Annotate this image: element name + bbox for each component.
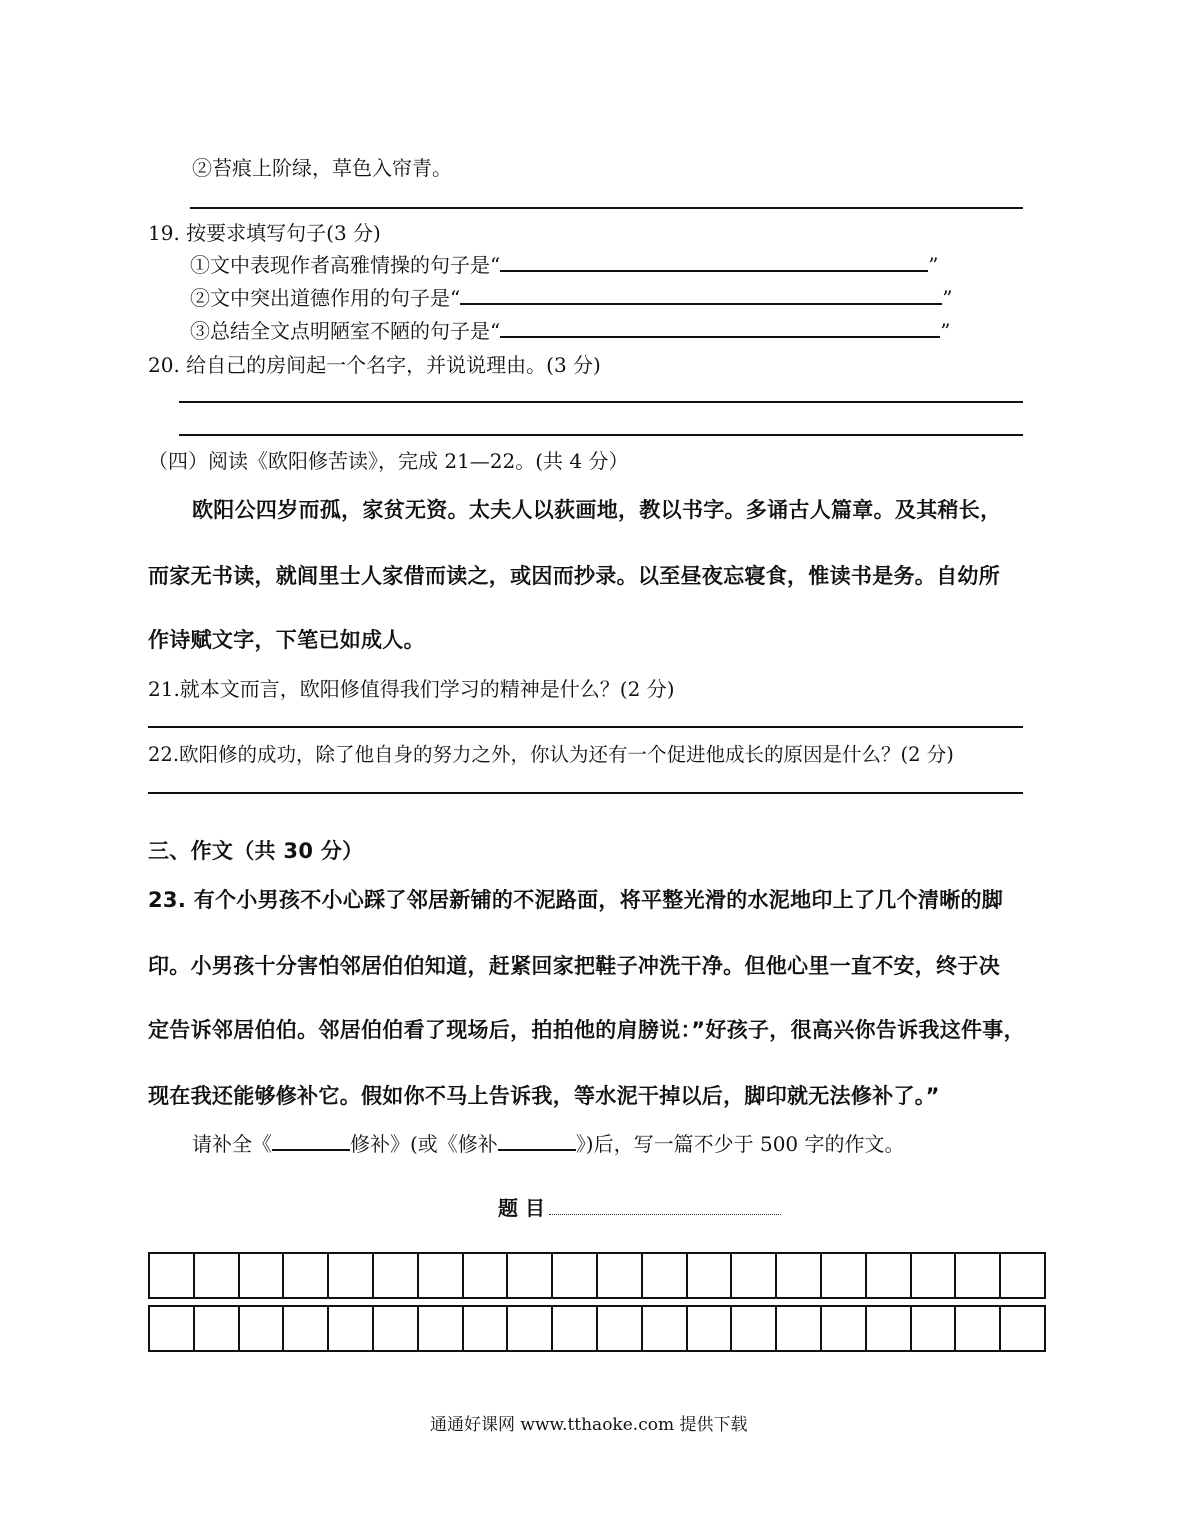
q22-title: 22.欧阳修的成功，除了他自身的努力之外，你认为还有一个促进他成长的原因是什么？(2 分) [148,743,954,766]
q21-title: 21.就本文而言，欧阳修值得我们学习的精神是什么？(2 分) [148,677,675,701]
grid-cell[interactable] [150,1254,195,1297]
q19-item-3-prefix: ③总结全文点明陋室不陋的句子是“ [190,319,501,343]
composition-prompt [192,1128,905,1157]
q19-item-3-suffix: ” [940,319,951,343]
grid-cell[interactable] [643,1307,688,1350]
grid-cell[interactable] [732,1254,777,1297]
prompt-part-b: 修补》(或《修补 [350,1132,498,1156]
q19-title: 19. 按要求填写句子(3 分) [148,221,381,245]
q19-item-1-suffix: ” [928,253,939,277]
q23-line-2: 印。小男孩十分害怕邻居伯伯知道，赶紧回家把鞋子冲洗干净。但他心里一直不安，终于决 [148,954,1000,978]
grid-cell[interactable] [867,1307,912,1350]
grid-cell[interactable] [553,1254,598,1297]
essay-title-field[interactable] [549,1192,781,1215]
q19-item-2-suffix: ” [942,286,953,310]
grid-cell[interactable] [688,1307,733,1350]
grid-cell[interactable] [822,1254,867,1297]
grid-cell[interactable] [284,1254,329,1297]
section4-heading: （四）阅读《欧阳修苦读》，完成 21—22。(共 4 分） [148,449,629,473]
prompt-part-a: 请补全《 [192,1132,272,1156]
passage-line-1: 欧阳公四岁而孤，家贫无资。太夫人以荻画地，教以书字。多诵古人篇章。及其稍长， [192,498,1002,522]
grid-cell[interactable] [508,1307,553,1350]
title-blank-1[interactable] [272,1131,350,1151]
grid-cell[interactable] [598,1307,643,1350]
passage-line-2: 而家无书读，就闾里士人家借而读之，或因而抄录。以至昼夜忘寝食，惟读书是务。自幼所 [148,564,1000,588]
grid-cell[interactable] [419,1254,464,1297]
grid-cell[interactable] [329,1307,374,1350]
section3-heading: 三、作文（共 30 分） [148,839,364,863]
prompt-part-c: 》)后，写一篇不少于 500 字的作文。 [575,1132,905,1156]
grid-cell[interactable] [777,1254,822,1297]
q23-line-3: 定告诉邻居伯伯。邻居伯伯看了现场后，拍拍他的肩膀说：”好孩子，很高兴你告诉我这件事， [148,1018,1025,1042]
grid-cell[interactable] [1001,1307,1044,1350]
title-blank-2[interactable] [498,1131,576,1151]
essay-title-row [498,1192,781,1221]
grid-cell[interactable] [329,1254,374,1297]
footer-download-note: 通通好课网 www.tthaoke.com 提供下载 [430,1415,748,1435]
grid-cell[interactable] [419,1307,464,1350]
grid-cell[interactable] [643,1254,688,1297]
grid-cell[interactable] [240,1307,285,1350]
grid-cell[interactable] [688,1254,733,1297]
answer-line[interactable] [148,792,1023,794]
q20-title: 20. 给自己的房间起一个名字，并说说理由。(3 分) [148,353,601,377]
q19-item-2 [190,282,952,311]
writing-grid-row-1 [148,1252,1046,1299]
writing-grid-row-2 [148,1305,1046,1352]
grid-cell[interactable] [284,1307,329,1350]
q19-item-1 [190,249,938,278]
grid-cell[interactable] [150,1307,195,1350]
grid-cell[interactable] [508,1254,553,1297]
grid-cell[interactable] [464,1254,509,1297]
q23-line-4: 现在我还能够修补它。假如你不马上告诉我，等水泥干掉以后，脚印就无法修补了。” [148,1084,940,1108]
grid-cell[interactable] [867,1254,912,1297]
grid-cell[interactable] [777,1307,822,1350]
grid-cell[interactable] [1001,1254,1044,1297]
q19-item-1-prefix: ①文中表现作者高雅情操的句子是“ [190,253,501,277]
answer-line[interactable] [179,401,1023,403]
fill-blank-2[interactable] [460,285,942,305]
passage-line-3: 作诗赋文字，下笔已如成人。 [148,628,425,652]
q18-line2: ②苔痕上阶绿，草色入帘青。 [192,156,452,180]
grid-cell[interactable] [553,1307,598,1350]
grid-cell[interactable] [374,1254,419,1297]
grid-cell[interactable] [240,1254,285,1297]
grid-cell[interactable] [956,1254,1001,1297]
grid-cell[interactable] [912,1254,957,1297]
grid-cell[interactable] [956,1307,1001,1350]
q19-item-3 [190,315,950,344]
fill-blank-3[interactable] [500,318,940,338]
grid-cell[interactable] [598,1254,643,1297]
q23-line-1: 23. 有个小男孩不小心踩了邻居新铺的不泥路面，将平整光滑的水泥地印上了几个清晰的脚 [148,888,1004,912]
grid-cell[interactable] [195,1307,240,1350]
grid-cell[interactable] [912,1307,957,1350]
answer-line[interactable] [190,207,1023,209]
answer-line[interactable] [179,434,1023,436]
grid-cell[interactable] [195,1254,240,1297]
q19-item-2-prefix: ②文中突出道德作用的句子是“ [190,286,461,310]
grid-cell[interactable] [732,1307,777,1350]
grid-cell[interactable] [822,1307,867,1350]
essay-title-label: 题 目 [498,1196,545,1220]
grid-cell[interactable] [374,1307,419,1350]
answer-line[interactable] [148,726,1023,728]
fill-blank-1[interactable] [500,252,928,272]
grid-cell[interactable] [464,1307,509,1350]
